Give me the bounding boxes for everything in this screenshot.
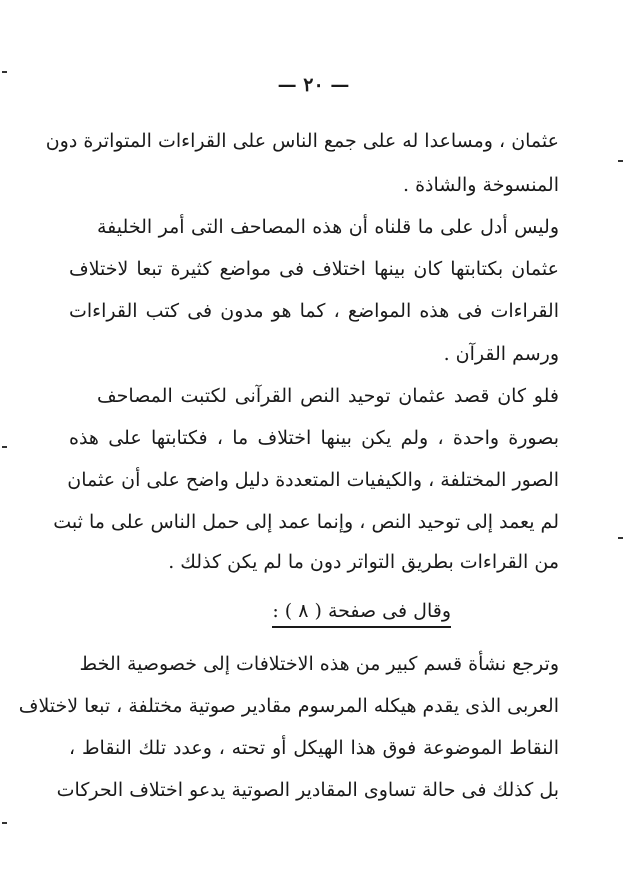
section-heading: وقال فى صفحة ( ٨ ) : xyxy=(272,598,451,628)
text-line: القراءات فى هذه المواضع ، كما هو مدون فى كتب القراءات xyxy=(69,300,559,322)
scan-mark xyxy=(618,160,623,162)
scan-mark xyxy=(2,71,7,73)
scan-mark xyxy=(2,446,7,448)
text-line: العربى الذى يقدم هيكله المرسوم مقادير صوتية مختلفة ، تبعا لاختلاف xyxy=(18,695,559,717)
page-number: — ٢٠ — xyxy=(277,74,350,96)
scan-mark xyxy=(2,822,7,824)
text-line: فلو كان قصد عثمان توحيد النص القرآنى لكتبت المصاحف xyxy=(97,385,559,407)
text-line: عثمان ، ومساعدا له على جمع الناس على القراءات المتواترة دون xyxy=(45,130,559,152)
text-line: بصورة واحدة ، ولم يكن بينها اختلاف ما ، فكتابتها على هذه xyxy=(69,427,559,449)
text-line: لم يعمد إلى توحيد النص ، وإنما عمد إلى حمل الناس على ما ثبت xyxy=(53,511,559,533)
text-line: وليس أدل على ما قلناه أن هذه المصاحف التى أمر الخليفة xyxy=(97,216,559,238)
text-line: النقاط الموضوعة فوق هذا الهيكل أو تحته ، وعدد تلك النقاط ، xyxy=(69,737,559,759)
text-line: عثمان بكتابتها كان بينها اختلاف فى مواضع كثيرة تبعا لاختلاف xyxy=(69,258,559,280)
text-line: الصور المختلفة ، والكيفيات المتعددة دليل واضح على أن عثمان xyxy=(67,469,559,491)
text-line: المنسوخة والشاذة . xyxy=(403,174,559,196)
text-line: ورسم القرآن . xyxy=(443,343,559,365)
text-line: وترجع نشأة قسم كبير من هذه الاختلافات إلى خصوصية الخط xyxy=(79,653,559,675)
text-line: بل كذلك فى حالة تساوى المقادير الصوتية يدعو اختلاف الحركات xyxy=(56,779,559,801)
text-line: من القراءات بطريق التواتر دون ما لم يكن كذلك . xyxy=(168,551,559,573)
scan-mark xyxy=(618,537,623,539)
